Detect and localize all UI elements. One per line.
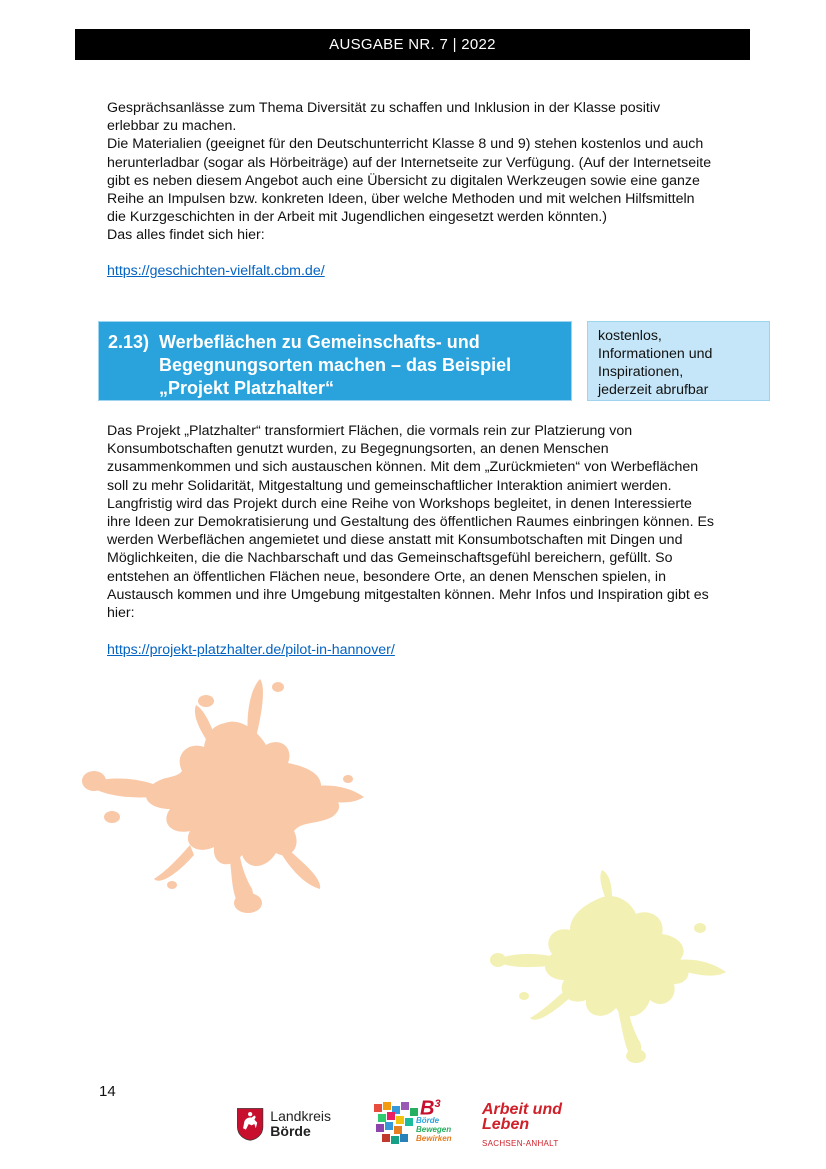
body-line: hier: [107, 605, 135, 622]
b3-line: Börde [416, 1116, 440, 1125]
intro-line: Das alles findet sich hier: [107, 227, 265, 244]
intro-line: die Kurzgeschichten in der Arbeit mit Jugendlichen eingesetzt werden könnten.) [107, 209, 608, 226]
landkreis-boerde-logo [236, 1094, 331, 1154]
section-title-line: Begegnungsorten machen – das Beispiel [159, 355, 512, 375]
landkreis-line1: Landkreis [270, 1108, 331, 1124]
orange-paint-splat [80, 675, 370, 915]
intro-line: Die Materialien (geeignet für den Deutschunterricht Klasse 8 und 9) stehen kostenlos und auch [107, 136, 704, 153]
coat-of-arms-icon [236, 1100, 264, 1148]
geschichten-vielfalt-link[interactable]: https://geschichten-vielfalt.cbm.de/ [107, 263, 325, 279]
body-line: Das Projekt „Platzhalter“ transformiert Flächen, die vormals rein zur Platzierung von [107, 423, 633, 439]
section-side-info [587, 321, 770, 401]
body-line: entstehen an öffentlichen Flächen neue, besondere Orte, an denen Menschen spielen, in [107, 568, 666, 585]
platzhalter-link[interactable]: https://projekt-platzhalter.de/pilot-in-hannover/ [107, 642, 395, 658]
side-info-line: kostenlos, [598, 328, 662, 344]
page-number: 14 [99, 1083, 116, 1100]
body-line: Konsumbotschaften genutzt wurden, zu Begegnungsorten, an denen Menschen [107, 441, 609, 458]
side-info-line: Inspirationen, [598, 364, 684, 380]
aul-line1: Arbeit und [482, 1101, 562, 1118]
arbeit-und-leben-logo [482, 1102, 574, 1162]
section-title-line: Werbeflächen zu Gemeinschafts- und [159, 332, 480, 352]
body-line: Möglichkeiten, die die Nachbarschaft und das Gemeinschaftsgefühl bereichern, gefüllt. So [107, 550, 673, 567]
side-info-line: jederzeit abrufbar [598, 382, 709, 398]
body-line: werden Werbeflächen angemietet und diese anstatt mit Konsumbotschaften mit Dingen und [107, 532, 683, 549]
b3-logo [372, 1094, 454, 1154]
intro-line: gibt es neben diesem Angebot auch eine Übersicht zu digitalen Werkzeugen sowie eine ganze [107, 172, 700, 189]
b3-line: Bewegen [416, 1125, 452, 1134]
intro-line: Gesprächsanlässe zum Thema Diversität zu schaffen und Inklusion in der Klasse positiv [107, 100, 661, 116]
aul-sub: SACHSEN-ANHALT [482, 1139, 559, 1148]
issue-label: AUSGABE NR. 7 | 2022 [329, 36, 496, 53]
issue-header [75, 29, 750, 60]
body-paragraph [107, 422, 767, 622]
b3-line: Bewirken [416, 1134, 452, 1143]
section-title [159, 331, 559, 400]
yellow-paint-splat [490, 868, 730, 1063]
body-line: Austausch kommen und ihre Umgebung mitgestalten können. Mehr Infos und Inspiration gibt es [107, 586, 709, 603]
aul-line2: Leben [482, 1116, 530, 1133]
section-heading-box [98, 321, 572, 401]
body-line: soll zu mehr Solidarität, Mitgestaltung und gemeinschaftlicher Interaktion animiert werden. [107, 477, 672, 494]
intro-line: erlebbar zu machen. [107, 118, 237, 135]
body-line: Langfristig wird das Projekt durch eine Reihe von Workshops begleitet, in denen Interessierte [107, 495, 692, 512]
body-line: ihre Ideen zur Demokratisierung und Gestaltung des öffentlichen Raumes einbringen können. Es [107, 514, 715, 531]
side-info-line: Informationen und [598, 346, 713, 362]
intro-line: Reihe an Impulsen bzw. konkreten Ideen, über welche Methoden und mit welchen Hilfsmitteln [107, 191, 695, 208]
landkreis-line2: Börde [270, 1123, 311, 1139]
intro-paragraph [107, 99, 767, 245]
b3-mark: B [420, 1097, 435, 1120]
intro-line: herunterladbar (sogar als Hörbeiträge) auf der Internetseite zur Verfügung. (Auf der Internetseite [107, 154, 712, 171]
section-title-line: „Projekt Platzhalter“ [159, 378, 335, 398]
body-line: zusammenkommen und sich austauschen können. Mit dem „Zurückmieten“ von Werbeflächen [107, 459, 699, 476]
b3-sup: 3 [434, 1098, 441, 1110]
section-number: 2.13) [108, 332, 150, 352]
